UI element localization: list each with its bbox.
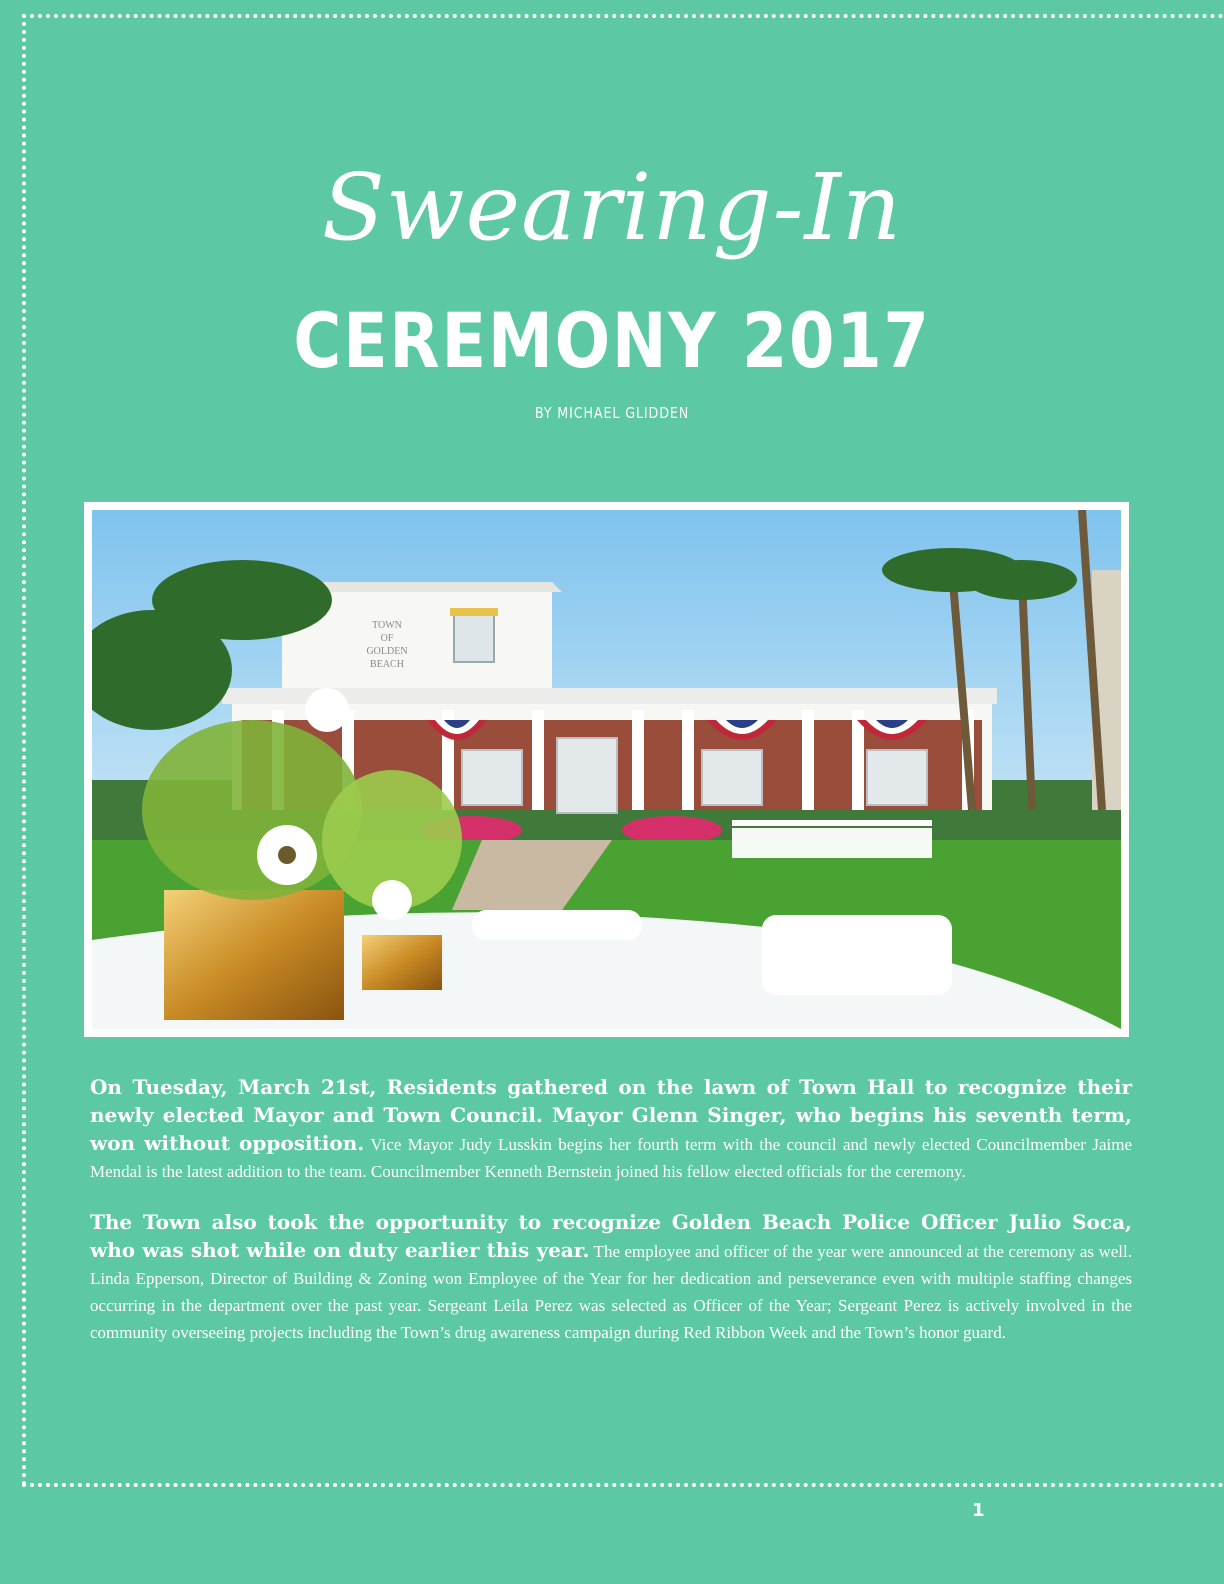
town-hall-photo [84,502,1129,1037]
paragraph-2 [90,1209,1132,1346]
page-number: 1 [972,1500,985,1521]
paragraph-2-lead: The Town also took the opportunity to recognize Golden Beach Police Officer Julio Soca, who was shot while on duty earlier this year. [90,1210,1132,1262]
paragraph-1 [90,1074,1132,1185]
sign-line-3: GOLDEN [366,646,408,657]
flower-bed-right [622,816,722,844]
white-chairs [732,820,932,858]
dotted-border-top [22,14,1224,18]
byline: BY MICHAEL GLIDDEN [534,404,690,422]
dotted-border-bottom [22,1483,1224,1487]
paragraph-1-text: Vice Mayor Judy Lusskin begins her fourth term with the council and newly elected Councilmember Jaime Mendal is the latest addition to the team. Councilmember Kenneth Bernstein joined his fellow elected officials for the ceremony. [90,1135,1132,1181]
sign-line-1: TOWN [372,620,402,631]
article-body [90,1074,1132,1370]
sign-line-4: BEACH [370,659,404,670]
sign-line-2: OF [380,633,394,644]
title-script: Swearing-In [321,154,903,261]
title-block: CEREMONY 2017 [293,296,931,385]
paragraph-2-text: The employee and officer of the year were announced at the ceremony as well. Linda Epperson, Director of Building & Zoning won Employee of the Year for her dedication and perseverance even with multiple staffing changes occurring in the department over the past year. Sergeant Leila Perez was selected as Officer of the Year; Sergeant Perez is actively involved in the community overseeing projects including the Town’s drug awareness campaign during Red Ribbon Week and the Town’s honor guard. [90,1242,1133,1342]
gold-vase [164,890,344,1020]
paragraph-1-lead: On Tuesday, March 21st, Residents gathered on the lawn of Town Hall to recognize their newly elected Mayor and Town Council. Mayor Glenn Singer, who begins his seventh term, won without opposition. [90,1075,1132,1155]
town-hall-illustration [92,510,1121,1029]
